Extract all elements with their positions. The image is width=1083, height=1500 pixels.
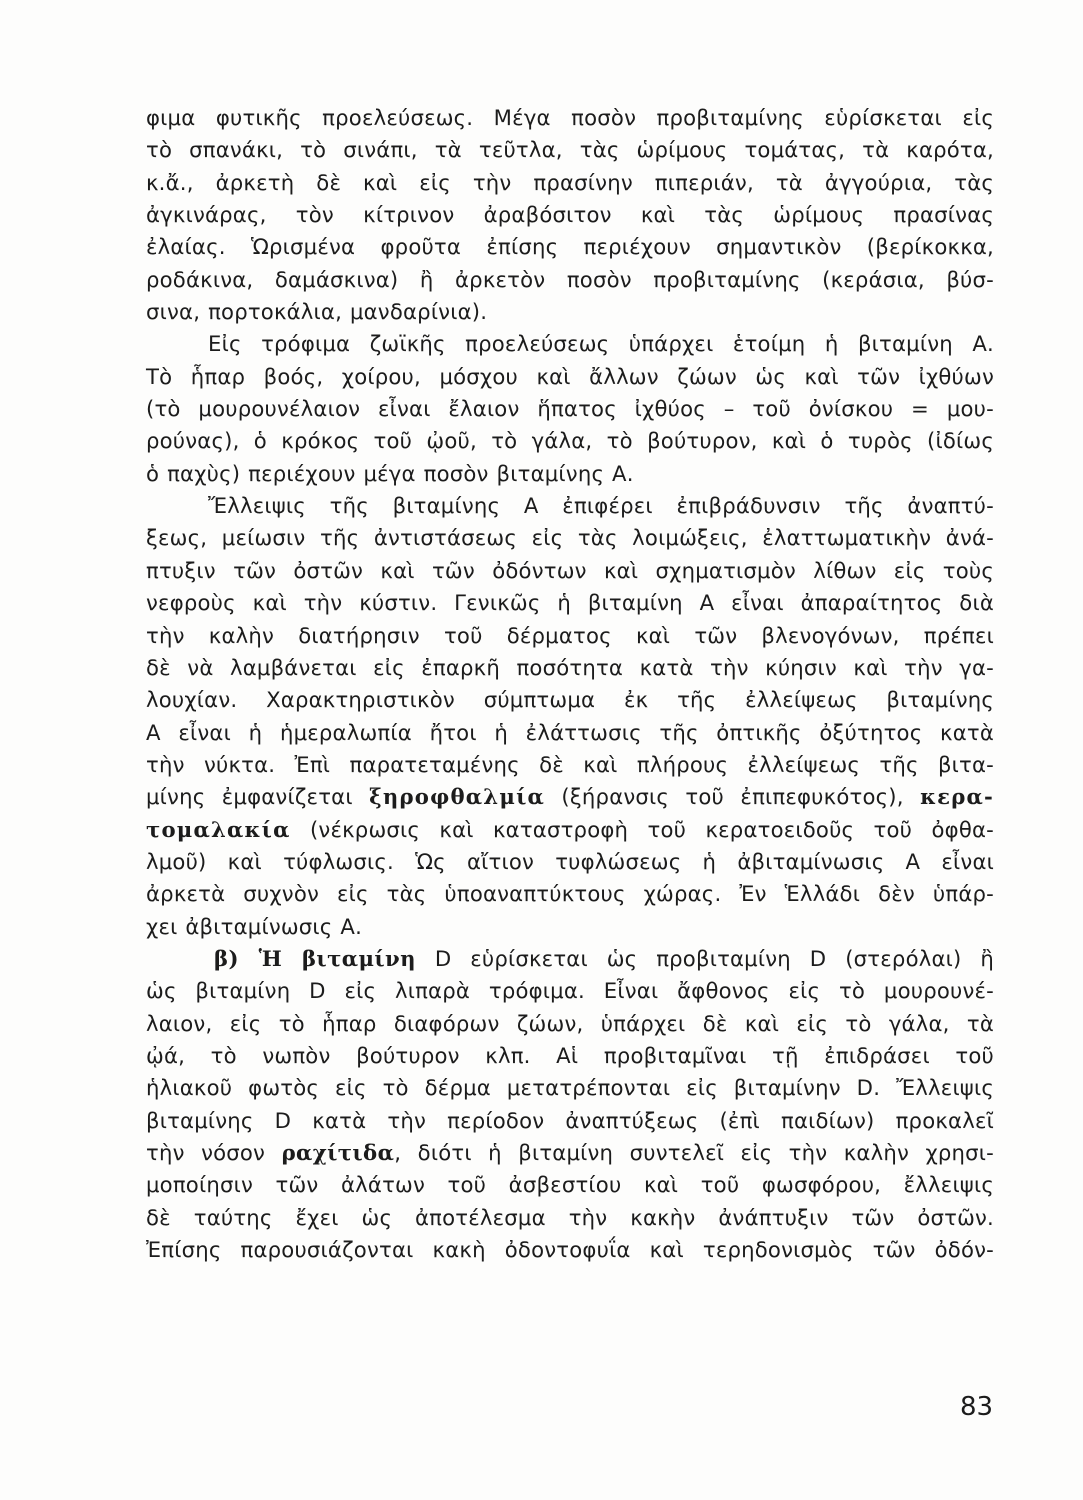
text-fragment: , διότι ἡ βιταμίνη συντελεῖ εἰς τὴν καλὴν χρησι-	[394, 1140, 995, 1165]
text-line: πτυξιν τῶν ὀστῶν καὶ τῶν ὀδόντων καὶ σχηματισμὸν λίθων εἰς τοὺς	[146, 557, 994, 583]
text-line	[146, 1137, 994, 1169]
text-line: ἀρκετὰ συχνὸν εἰς τὰς ὑποαναπτύκτους χώρας. Ἐν Ἑλλάδι δὲν ὑπάρ-	[146, 881, 994, 907]
text-line: τὴν καλὴν διατήρησιν τοῦ δέρματος καὶ τῶν βλενογόνων, πρέπει	[146, 622, 994, 648]
page-number: 83	[960, 1392, 994, 1422]
text-fragment: τὴν νόσον	[146, 1140, 282, 1165]
text-fragment: (ξήρανσις τοῦ ἐπιπεφυκότος),	[545, 784, 921, 810]
text-line	[146, 814, 994, 846]
text-line: Α εἶναι ἡ ἡμεραλωπία ἤτοι ἡ ἐλάττωσις τῆς ὀπτικῆς ὀξύτητος κατὰ	[146, 719, 994, 745]
term-xerophthalmia: ξηροφθαλμία	[369, 784, 546, 810]
text-line: ροδάκινα, δαμάσκινα) ἢ ἀρκετὸν ποσὸν προβιταμίνης (κεράσια, βύσ-	[146, 266, 994, 292]
text-line: ξεως, μείωσιν τῆς ἀντιστάσεως εἰς τὰς λοιμώξεις, ἐλαττωματικὴν ἀνά-	[146, 525, 994, 551]
text-line: φιμα φυτικῆς προελεύσεως. Μέγα ποσὸν προβιταμίνης εὑρίσκεται εἰς	[146, 105, 994, 130]
text-line: Ἐπίσης παρουσιάζονται κακὴ ὀδοντοφυΐα καὶ τερηδονισμὸς τῶν ὀδόν-	[146, 1237, 994, 1263]
text-line	[146, 943, 994, 975]
text-fragment: μίνης ἐμφανίζεται	[146, 784, 370, 810]
text-line: ἀγκινάρας, τὸν κίτρινον ἀραβόσιτον καὶ τὰς ὡρίμους πρασίνας	[146, 202, 994, 228]
text-line: ὡς βιταμίνη D εἰς λιπαρὰ τρόφιμα. Εἶναι ἄφθονος εἰς τὸ μουρουνέ-	[146, 978, 994, 1004]
text-line: Τὸ ἧπαρ βοός, χοίρου, μόσχου καὶ ἄλλων ζώων ὡς καὶ τῶν ἰχθύων	[146, 363, 994, 389]
text-line: Ἔλλειψις τῆς βιταμίνης Α ἐπιφέρει ἐπιβράδυνσιν τῆς ἀναπτύ-	[208, 493, 994, 519]
text-line: Εἰς τρόφιμα ζωϊκῆς προελεύσεως ὑπάρχει ἑτοίμη ἡ βιταμίνη Α.	[208, 331, 994, 357]
text-line: ᾠά, τὸ νωπὸν βούτυρον κλπ. Αἱ προβιταμῖναι τῇ ἐπιδράσει τοῦ	[146, 1042, 994, 1068]
term-keratomalacia-end: τομαλακία	[146, 816, 291, 842]
text-line: (τὸ μουρουνέλαιον εἶναι ἔλαιον ἥπατος ἰχθύος – τοῦ ὀνίσκου = μου-	[146, 396, 994, 422]
term-keratomalacia-start: κερα-	[920, 784, 995, 810]
text-fragment: (νέκρωσις καὶ καταστροφὴ τοῦ κερατοειδοῦς τοῦ ὀφθα-	[290, 816, 994, 842]
term-rickets: ραχίτιδα	[281, 1140, 395, 1165]
text-line: μοποίησιν τῶν ἀλάτων τοῦ ἀσβεστίου καὶ τοῦ φωσφόρου, ἔλλειψις	[146, 1172, 994, 1198]
text-line: ρούνας), ὁ κρόκος τοῦ ᾠοῦ, τὸ γάλα, τὸ βούτυρον, καὶ ὁ τυρὸς (ἰδίως	[146, 428, 994, 454]
text-line: λμοῦ) καὶ τύφλωσις. Ὡς αἴτιον τυφλώσεως ἡ ἀβιταμίνωσις Α εἶναι	[146, 848, 994, 874]
text-line: λαιον, εἰς τὸ ἧπαρ διαφόρων ζώων, ὑπάρχει δὲ καὶ εἰς τὸ γάλα, τὰ	[146, 1010, 994, 1036]
text-line: ἡλιακοῦ φωτὸς εἰς τὸ δέρμα μετατρέπονται εἰς βιταμίνην D. Ἔλλειψις	[146, 1075, 994, 1101]
text-line: βιταμίνης D κατὰ τὴν περίοδον ἀναπτύξεως (ἐπὶ παιδίων) προκαλεῖ	[146, 1107, 994, 1133]
text-line: ἐλαίας. Ὡρισμένα φροῦτα ἐπίσης περιέχουν σημαντικὸν (βερίκοκκα,	[146, 234, 994, 260]
section-heading-vitamin-d: β) Ἡ βιταμίνη	[214, 945, 416, 971]
text-line: τὴν νύκτα. Ἐπὶ παρατεταμένης δὲ καὶ πλήρους ἐλλείψεως τῆς βιτα-	[146, 751, 994, 777]
text-line: ὁ παχὺς) περιέχουν μέγα ποσὸν βιταμίνης Α.	[146, 460, 634, 486]
text-line: κ.ἄ., ἀρκετὴ δὲ καὶ εἰς τὴν πρασίνην πιπεριάν, τὰ ἀγγούρια, τὰς	[146, 169, 994, 195]
text-line	[146, 781, 994, 813]
text-line: δὲ νὰ λαμβάνεται εἰς ἐπαρκῆ ποσότητα κατὰ τὴν κύησιν καὶ τὴν γα-	[146, 654, 994, 680]
text-fragment: D εὑρίσκεται ὡς προβιταμίνη D (στερόλαι) ἢ	[415, 945, 994, 971]
text-line: σινα, πορτοκάλια, μανδαρίνια).	[146, 299, 488, 325]
text-line: νεφροὺς καὶ τὴν κύστιν. Γενικῶς ἡ βιταμίνη Α εἶναι ἀπαραίτητος διὰ	[146, 590, 994, 616]
body-text	[146, 102, 994, 1266]
text-line: δὲ ταύτης ἔχει ὡς ἀποτέλεσμα τὴν κακὴν ἀνάπτυξιν τῶν ὀστῶν.	[146, 1204, 994, 1230]
text-line: τὸ σπανάκι, τὸ σινάπι, τὰ τεῦτλα, τὰς ὡρίμους τομάτας, τὰ καρότα,	[146, 137, 994, 163]
text-line: χει ἀβιταμίνωσις Α.	[146, 913, 362, 939]
text-line: λουχίαν. Χαρακτηριστικὸν σύμπτωμα ἐκ τῆς ἐλλείψεως βιταμίνης	[146, 687, 994, 713]
